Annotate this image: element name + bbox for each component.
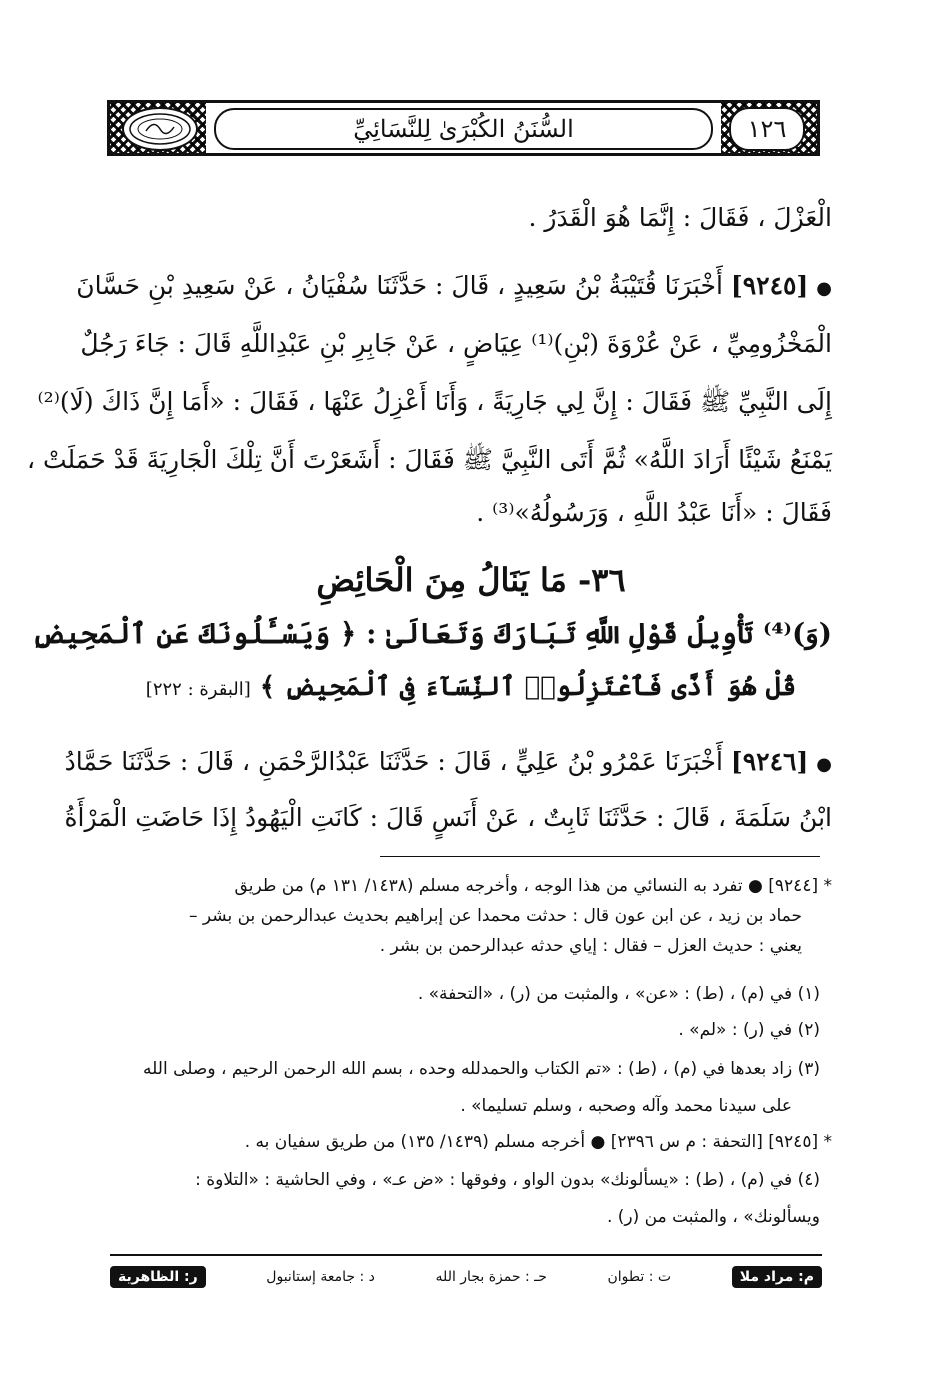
hadith-9245-line-3: إِلَى النَّبِيِّ ﷺ فَقَالَ : إِنَّ لِي جَارِيَةً ، وَأَنَا أَعْزِلُ عَنْهَا ، فَقَالَ : «أَمَا إِنَّ ذَاكَ (لَا)⁽²⁾ [37, 387, 832, 416]
hadith-9246-line-1 [64, 742, 832, 785]
book-seal-logo [122, 107, 198, 151]
footnote-line: (٣) زاد بعدها في (م) ، (ط) : «تم الكتاب والحمدلله وحده ، بسم الله الرحمن الرحيم ، وصلى الله [143, 1059, 820, 1079]
siglum-ta: ت : تطوان [607, 1269, 672, 1285]
hadith-9246-line-2: ابْنُ سَلَمَةَ ، قَالَ : حَدَّثَنَا ثَابِتٌ ، عَنْ أَنَسٍ قَالَ : كَانَتِ الْيَهُودُ إِذَا حَاضَتِ الْمَرْأَةُ [64, 803, 832, 832]
footnote-line: يعني : حديث العزل – فقال : إياي حدثه عبدالرحمن بن بشر . [379, 936, 802, 956]
quran-verse: قُلْ هُوَ أَذًى فَٱعْتَزِلُوا۟ ٱلنِّسَآءَ فِى ٱلْمَحِيضِ ﴾ [259, 672, 797, 702]
footnote-separator [380, 856, 820, 857]
hadith-9245-line-2: الْمَخْزُومِيِّ ، عَنْ عُرْوَةَ (بْنِ)⁽¹⁾ عِيَاضٍ ، عَنْ جَابِرِ بْنِ عَبْدِاللَّهِ قَالَ : جَاءَ رَجُلٌ [80, 329, 832, 358]
footnote-line: (١) في (م) ، (ط) : «عن» ، والمثبت من (ر) ، «التحفة» . [417, 984, 820, 1004]
continuation-line: الْعَزْلَ ، فَقَالَ : إِنَّمَا هُوَ الْقَدَرُ . [528, 203, 832, 232]
footnote-line: على سيدنا محمد وآله وصحبه ، وسلم تسليما» . [460, 1096, 792, 1116]
siglum-mim: م: مراد ملا [732, 1266, 822, 1288]
hadith-9245-line-1 [76, 266, 832, 309]
hadith-ref: [٩٢٤٥] [730, 271, 809, 300]
book-title: السُّنَنُ الكُبْرَىٰ لِلنَّسَائِيِّ [214, 108, 713, 150]
manuscript-sigla-footer [110, 1262, 822, 1292]
footnote-line: * [٩٢٤٤] ● تفرد به النسائي من هذا الوجه ، وأخرجه مسلم (١٤٣٨/ ١٣١ م) من طريق [234, 876, 832, 896]
siglum-ha: حـ : حمزة بجار الله [435, 1269, 547, 1285]
footnote-line: * [٩٢٤٥] [التحفة : م س ٢٣٩٦] ● أخرجه مسلم (١٤٣٩/ ١٣٥) من طريق سفيان به . [244, 1132, 832, 1152]
footnote-line: (٤) في (م) ، (ط) : «يسألونك» بدون الواو ، وفوقها : «ض عـ» ، وفي الحاشية : «التلاوة : [195, 1170, 820, 1190]
chapter-subtitle-2 [110, 665, 832, 712]
hadith-text: أَخْبَرَنَا قُتَيْبَةُ بْنُ سَعِيدٍ ، قَالَ : حَدَّثَنَا سُفْيَانُ ، عَنْ سَعِيدِ بْنِ حَسَّانَ [76, 271, 723, 300]
hadith-9245-line-5: فَقَالَ : «أَنَا عَبْدُ اللَّهِ ، وَرَسُولُهُ»⁽³⁾ . [476, 498, 832, 527]
hadith-9245-line-4: يَمْنَعُ شَيْئًا أَرَادَ اللَّهُ» ثُمَّ أَتَى النَّبِيَّ ﷺ فَقَالَ : أَشَعَرْتَ أَنَّ تِلْكَ الْجَارِيَةَ قَدْ حَمَلَتْ ، [26, 445, 832, 474]
footnote-line: (٢) في (ر) : «لم» . [678, 1020, 820, 1040]
footnote-line: ويسألونك» ، والمثبت من (ر) . [606, 1207, 820, 1227]
chapter-subtitle-1: (وَ)⁽⁴⁾ تَأْوِيلُ قَوْلِ اللَّهِ تَبَارَكَ وَتَعَالَىٰ : ﴿ وَيَسْـَٔلُونَكَ عَنِ ٱلْمَحِيضِ [31, 617, 832, 650]
page-number: ١٢٦ [729, 107, 805, 151]
siglum-dal: د : جامعة إستانبول [266, 1269, 375, 1285]
bullet-icon: ● [816, 754, 832, 775]
hadith-text: أَخْبَرَنَا عَمْرُو بْنُ عَلِيٍّ ، قَالَ : حَدَّثَنَا عَبْدُالرَّحْمَنِ ، قَالَ : حَدَّثَنَا حَمَّادُ [64, 747, 723, 776]
footnote-line: حماد بن زيد ، عن ابن عون قال : حدثت محمدا عن إبراهيم بحديث عبدالرحمن بن بشر – [189, 906, 802, 926]
hadith-ref: [٩٢٤٦] [730, 747, 809, 776]
page-header [107, 100, 820, 156]
verse-citation: [البقرة : ٢٢٢] [145, 679, 251, 700]
seal-emblem-icon [124, 109, 196, 149]
bullet-icon: ● [816, 278, 832, 299]
footer-separator [110, 1254, 822, 1256]
siglum-ra: ر: الظاهرية [110, 1266, 206, 1288]
chapter-title: ٣٦- مَا يَنَالُ مِنَ الْحَائِضِ [316, 561, 626, 599]
